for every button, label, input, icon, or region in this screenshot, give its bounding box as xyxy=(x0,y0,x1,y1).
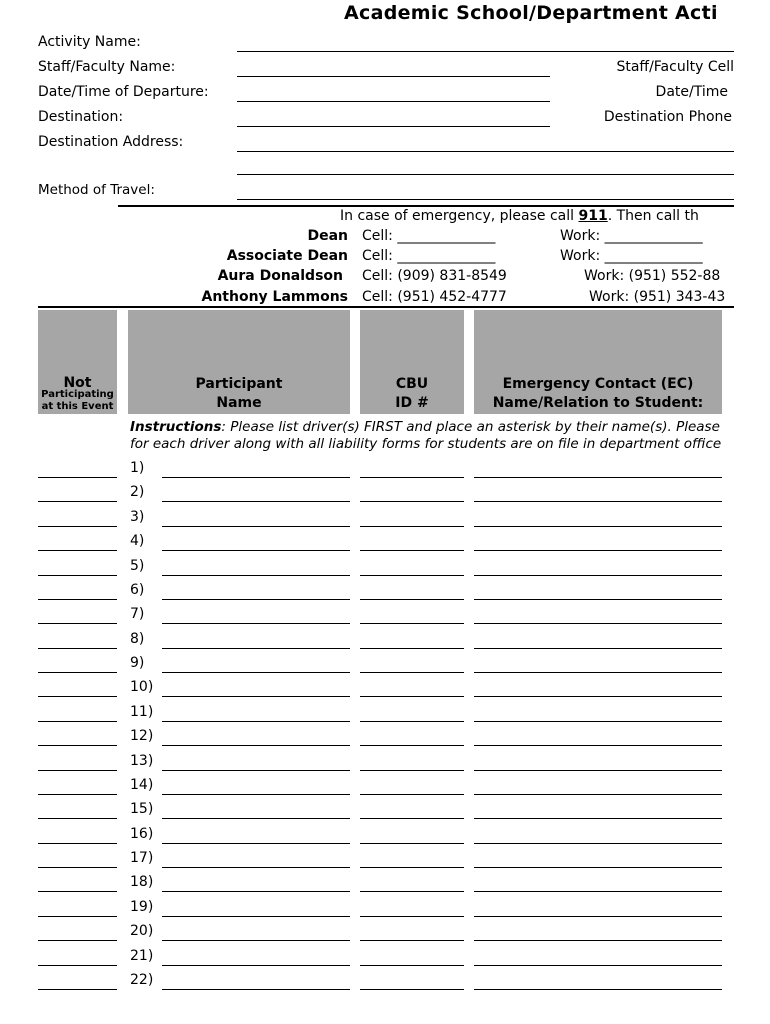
emergency-contact-field[interactable] xyxy=(474,940,722,941)
cbu-id-field[interactable] xyxy=(360,575,464,576)
participant-name-field[interactable] xyxy=(162,794,350,795)
destination-label: Destination: xyxy=(38,109,124,125)
participant-name-field[interactable] xyxy=(162,550,350,551)
row-number: 9) xyxy=(130,655,145,672)
row-number: 8) xyxy=(130,630,145,647)
contact-cell-dean: Cell: ______________ xyxy=(362,228,496,244)
emergency-contact-field[interactable] xyxy=(474,916,722,917)
emergency-contact-field[interactable] xyxy=(474,599,722,600)
not-participating-field[interactable] xyxy=(38,501,117,502)
not-label: Not xyxy=(63,375,92,391)
emergency-contact-field[interactable] xyxy=(474,794,722,795)
row-number: 16) xyxy=(130,825,154,842)
cbu-id-field[interactable] xyxy=(360,526,464,527)
row-number: 21) xyxy=(130,947,154,964)
participant-name-field[interactable] xyxy=(162,623,350,624)
not-participating-field[interactable] xyxy=(38,916,117,917)
instructions-line-1 xyxy=(130,419,720,435)
row-number: 11) xyxy=(130,703,154,720)
cbu-id-field[interactable] xyxy=(360,599,464,600)
emergency-tail: . Then call th xyxy=(607,208,699,224)
emergency-note xyxy=(340,208,699,224)
row-number: 6) xyxy=(130,581,145,598)
departure-label: Date/Time of Departure: xyxy=(38,84,209,100)
cbu-id-field[interactable] xyxy=(360,477,464,478)
row-number: 4) xyxy=(130,533,145,550)
not-participating-field[interactable] xyxy=(38,794,117,795)
participant-name-field[interactable] xyxy=(162,575,350,576)
emergency-contact-field[interactable] xyxy=(474,721,722,722)
not-participating-field[interactable] xyxy=(38,477,117,478)
destination-address-field[interactable] xyxy=(237,151,734,152)
row-number: 1) xyxy=(130,460,145,476)
section-divider xyxy=(118,205,734,207)
emergency-contact-field[interactable] xyxy=(474,648,722,649)
participant-label-2: Name xyxy=(216,395,262,411)
not-participating-field[interactable] xyxy=(38,745,117,746)
emergency-contact-field[interactable] xyxy=(474,550,722,551)
cbu-id-field[interactable] xyxy=(360,721,464,722)
cbu-id-field[interactable] xyxy=(360,745,464,746)
row-number: 15) xyxy=(130,801,154,818)
cbu-id-field[interactable] xyxy=(360,770,464,771)
not-participating-field[interactable] xyxy=(38,770,117,771)
emergency-contact-field[interactable] xyxy=(474,965,722,966)
column-header-participant-name xyxy=(128,310,350,414)
participant-name-field[interactable] xyxy=(162,477,350,478)
departure-field[interactable] xyxy=(237,101,550,102)
row-number: 13) xyxy=(130,752,154,769)
participant-name-field[interactable] xyxy=(162,940,350,941)
row-number: 10) xyxy=(130,679,154,696)
participant-name-field[interactable] xyxy=(162,891,350,892)
emergency-contact-field[interactable] xyxy=(474,672,722,673)
not-participating-field[interactable] xyxy=(38,891,117,892)
activity-name-label: Activity Name: xyxy=(38,34,141,50)
cbu-id-field[interactable] xyxy=(360,867,464,868)
date-time-label: Date/Time xyxy=(655,84,728,100)
cbu-id-field[interactable] xyxy=(360,501,464,502)
cbu-label-1: CBU xyxy=(395,376,429,392)
participant-name-field[interactable] xyxy=(162,916,350,917)
not-participating-field[interactable] xyxy=(38,867,117,868)
emergency-contact-field[interactable] xyxy=(474,989,722,990)
destination-phone-label: Destination Phone xyxy=(603,109,732,125)
row-number: 22) xyxy=(130,972,154,988)
ec-label-2: Name/Relation to Student: xyxy=(492,395,704,411)
emergency-contact-field[interactable] xyxy=(474,526,722,527)
method-of-travel-field[interactable] xyxy=(237,199,734,200)
participant-name-field[interactable] xyxy=(162,696,350,697)
instructions-line-2: for each driver along with all liability forms for students are on file in department office xyxy=(130,436,722,452)
column-header-cbu-id xyxy=(360,310,464,414)
participant-name-field[interactable] xyxy=(162,745,350,746)
emergency-contact-field[interactable] xyxy=(474,696,722,697)
ec-label-1: Emergency Contact (EC) xyxy=(502,376,694,392)
emergency-contact-field[interactable] xyxy=(474,575,722,576)
contact-cell-anthony-lammons: Cell: (951) 452-4777 xyxy=(362,289,507,305)
cbu-id-field[interactable] xyxy=(360,891,464,892)
method-of-travel-label: Method of Travel: xyxy=(38,182,155,198)
activity-name-field[interactable] xyxy=(237,51,734,52)
cbu-id-field[interactable] xyxy=(360,989,464,990)
cbu-id-field[interactable] xyxy=(360,672,464,673)
contact-role-associate-dean: Associate Dean xyxy=(226,248,348,264)
staff-name-label: Staff/Faculty Name: xyxy=(38,59,176,75)
table-top-border xyxy=(38,306,734,308)
emergency-contact-field[interactable] xyxy=(474,745,722,746)
emergency-contact-field[interactable] xyxy=(474,477,722,478)
contact-role-dean: Dean xyxy=(307,228,348,244)
participant-name-field[interactable] xyxy=(162,501,350,502)
not-participating-field[interactable] xyxy=(38,940,117,941)
cbu-id-field[interactable] xyxy=(360,648,464,649)
participant-name-field[interactable] xyxy=(162,989,350,990)
emergency-lead: In case of emergency, please call xyxy=(340,208,579,224)
row-number: 7) xyxy=(130,606,145,623)
cbu-id-field[interactable] xyxy=(360,696,464,697)
not-participating-field[interactable] xyxy=(38,623,117,624)
column-header-emergency-contact xyxy=(474,310,722,414)
contact-cell-associate-dean: Cell: ______________ xyxy=(362,248,496,264)
not-participating-field[interactable] xyxy=(38,599,117,600)
contact-role-aura-donaldson: Aura Donaldson xyxy=(217,268,343,284)
not-participating-field[interactable] xyxy=(38,648,117,649)
participant-name-field[interactable] xyxy=(162,818,350,819)
not-participating-field[interactable] xyxy=(38,575,117,576)
contact-work-anthony-lammons: Work: (951) 343-43 xyxy=(589,289,726,305)
participant-name-field[interactable] xyxy=(162,867,350,868)
emergency-contact-field[interactable] xyxy=(474,770,722,771)
emergency-contact-field[interactable] xyxy=(474,867,722,868)
not-sub-1: Participating xyxy=(41,389,114,400)
participant-name-field[interactable] xyxy=(162,672,350,673)
participant-name-field[interactable] xyxy=(162,965,350,966)
destination-field[interactable] xyxy=(237,126,550,127)
row-number: 19) xyxy=(130,898,154,915)
participant-name-field[interactable] xyxy=(162,843,350,844)
cbu-id-field[interactable] xyxy=(360,965,464,966)
contact-work-dean: Work: ______________ xyxy=(560,228,703,244)
not-sub-2: at this Event xyxy=(41,401,114,412)
cbu-id-field[interactable] xyxy=(360,916,464,917)
emergency-number: 911 xyxy=(578,208,608,224)
participant-name-field[interactable] xyxy=(162,526,350,527)
emergency-contact-field[interactable] xyxy=(474,818,722,819)
not-participating-field[interactable] xyxy=(38,672,117,673)
participant-label-1: Participant xyxy=(195,376,283,392)
cbu-id-field[interactable] xyxy=(360,550,464,551)
not-participating-field[interactable] xyxy=(38,550,117,551)
cbu-id-field[interactable] xyxy=(360,940,464,941)
participant-name-field[interactable] xyxy=(162,770,350,771)
contact-role-anthony-lammons: Anthony Lammons xyxy=(201,289,348,305)
emergency-contact-field[interactable] xyxy=(474,891,722,892)
row-number: 12) xyxy=(130,728,154,745)
not-participating-field[interactable] xyxy=(38,526,117,527)
not-participating-field[interactable] xyxy=(38,989,117,990)
row-number: 2) xyxy=(130,484,145,501)
destination-address-field-2[interactable] xyxy=(237,174,734,175)
instructions-label: Instructions xyxy=(130,419,222,435)
row-number: 17) xyxy=(130,850,154,867)
row-number: 14) xyxy=(130,776,154,793)
destination-address-label: Destination Address: xyxy=(38,134,184,150)
staff-name-field[interactable] xyxy=(237,76,550,77)
contact-cell-aura-donaldson: Cell: (909) 831-8549 xyxy=(362,268,507,284)
cbu-id-field[interactable] xyxy=(360,623,464,624)
page-title: Academic School/Department Acti xyxy=(344,2,718,24)
not-participating-field[interactable] xyxy=(38,965,117,966)
row-number: 20) xyxy=(130,923,154,940)
row-number: 3) xyxy=(130,508,145,525)
row-number: 5) xyxy=(130,557,145,574)
cbu-label-2: ID # xyxy=(395,395,429,411)
not-participating-field[interactable] xyxy=(38,721,117,722)
row-number: 18) xyxy=(130,874,154,891)
instructions-text-1: : Please list driver(s) FIRST and place an asterisk by their name(s). Please xyxy=(221,419,720,435)
participant-name-field[interactable] xyxy=(162,599,350,600)
cbu-id-field[interactable] xyxy=(360,843,464,844)
emergency-contact-field[interactable] xyxy=(474,501,722,502)
contact-work-aura-donaldson: Work: (951) 552-88 xyxy=(584,268,721,284)
participant-name-field[interactable] xyxy=(162,721,350,722)
contact-work-associate-dean: Work: ______________ xyxy=(560,248,703,264)
not-participating-field[interactable] xyxy=(38,843,117,844)
not-participating-field[interactable] xyxy=(38,696,117,697)
cbu-id-field[interactable] xyxy=(360,794,464,795)
staff-cell-label: Staff/Faculty Cell xyxy=(616,59,734,75)
emergency-contact-field[interactable] xyxy=(474,623,722,624)
emergency-contact-field[interactable] xyxy=(474,843,722,844)
column-header-not-participating xyxy=(38,310,117,414)
cbu-id-field[interactable] xyxy=(360,818,464,819)
not-participating-field[interactable] xyxy=(38,818,117,819)
participant-name-field[interactable] xyxy=(162,648,350,649)
